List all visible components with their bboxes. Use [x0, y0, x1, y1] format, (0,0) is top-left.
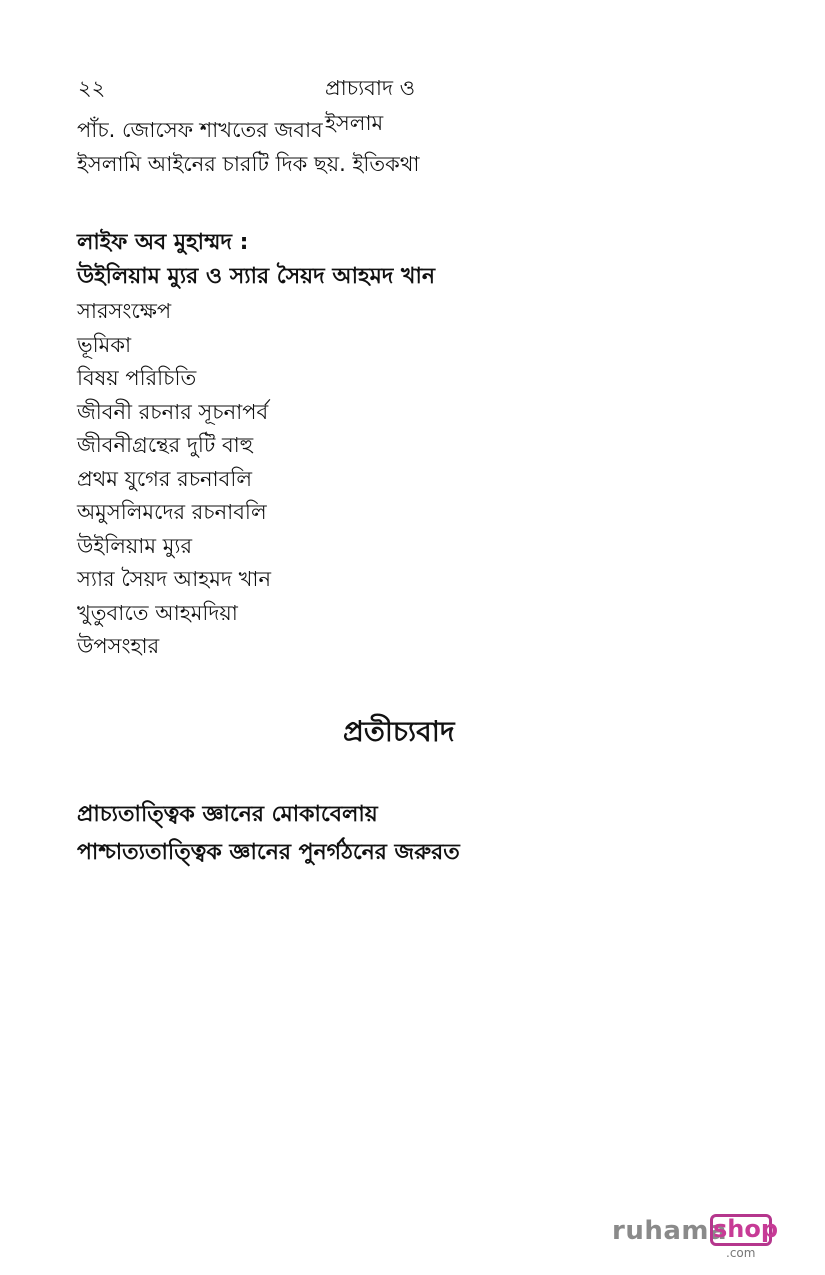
life-heading-line2: উইলিয়াম ম্যুর ও স্যার সৈয়দ আহমদ খান [77, 263, 435, 289]
toc-item: ইসলামি আইনের চারটি দিক ছয়. ইতিকথা [77, 151, 420, 176]
watermark-brand: ruhama [612, 1216, 728, 1246]
toc-item: জীবনী রচনার সূচনাপর্ব [77, 399, 269, 424]
toc-item: জীবনীগ্রন্থের দুটি বাহু [77, 433, 254, 457]
final-heading-line1: প্রাচ্যতাত্ত্বিক জ্ঞানের মোকাবেলায় [77, 802, 378, 827]
toc-item: অমুসলিমদের রচনাবলি [77, 500, 267, 524]
life-heading-line1: লাইফ অব মুহাম্মদ : [77, 230, 249, 255]
toc-item: ভূমিকা [77, 332, 132, 357]
watermark-domain: .com [726, 1246, 756, 1260]
toc-item: স্যার সৈয়দ আহমদ খান [77, 567, 272, 591]
final-heading [77, 796, 460, 872]
life-section-items [77, 295, 271, 664]
toc-item: সারসংক্ষেপ [77, 299, 172, 323]
toc-item: বিষয় পরিচিতি [77, 366, 197, 390]
page-number: ২২ [78, 76, 106, 100]
toc-item: পাঁচ. জোসেফ শাখতের জবাব [77, 118, 323, 142]
final-heading-line2: পাশ্চাত্যতাত্ত্বিক জ্ঞানের পুনর্গঠনের জরুরত [77, 840, 460, 865]
ruhamashop-watermark [612, 1210, 782, 1262]
running-title: প্রাচ্যবাদ ও ইসলাম [325, 76, 416, 135]
watermark-shop: shop [713, 1215, 779, 1243]
section-title: প্রতীচ্যবাদ [343, 715, 455, 748]
toc-item: প্রথম যুগের রচনাবলি [77, 466, 252, 491]
toc-item: খুতুবাতে আহমদিয়া [77, 600, 238, 625]
toc-item: উপসংহার [77, 634, 160, 658]
life-section-heading [77, 226, 435, 293]
toc-top-list [77, 114, 420, 181]
toc-item: উইলিয়াম ম্যুর [77, 533, 193, 558]
